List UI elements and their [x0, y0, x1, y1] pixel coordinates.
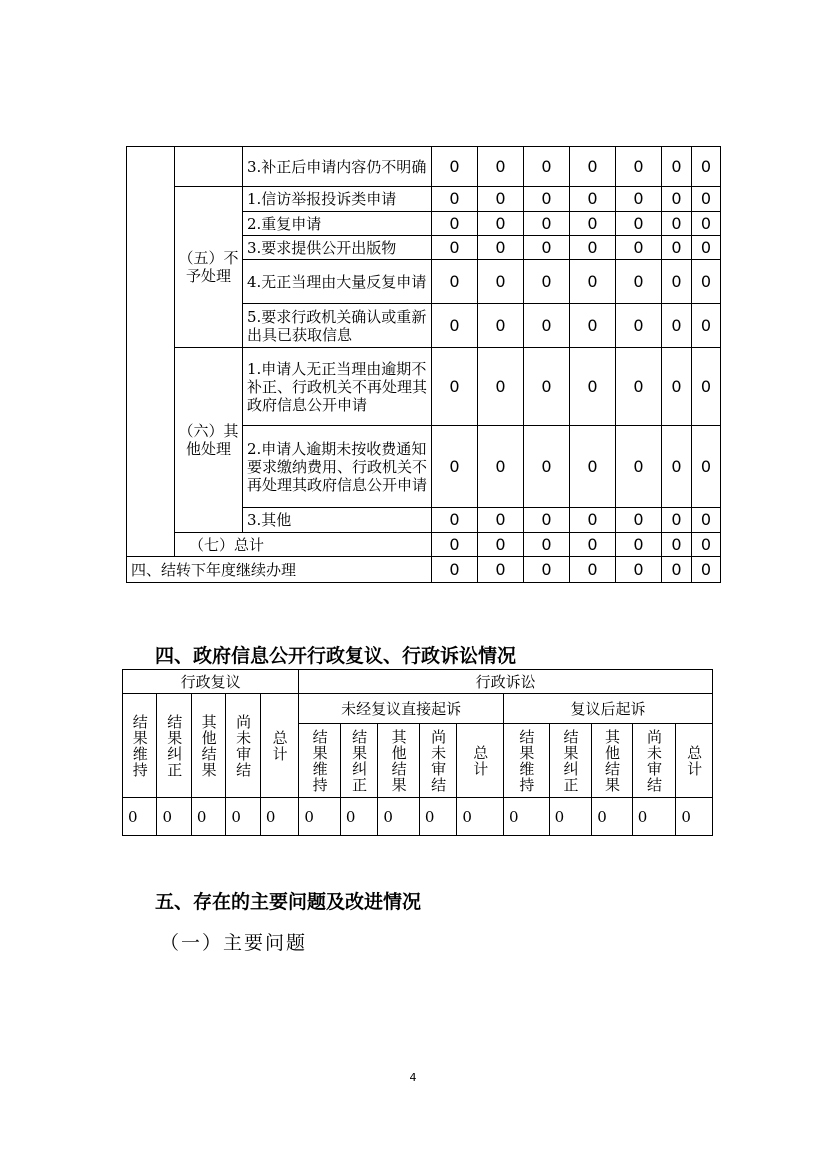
- value-cell: 0: [616, 147, 662, 187]
- after-value: 0: [504, 798, 550, 836]
- value-cell: 0: [662, 187, 692, 212]
- value-cell: 0: [692, 212, 721, 236]
- value-cell: 0: [662, 212, 692, 236]
- value-cell: 0: [570, 426, 616, 508]
- direct-col-header: 其他结果: [378, 724, 420, 798]
- value-cell: 0: [524, 533, 570, 557]
- value-cell: 0: [570, 187, 616, 212]
- after-col-header: 其他结果: [592, 724, 633, 798]
- row-item-label: 5.要求行政机关确认或重新出具已获取信息: [243, 304, 432, 348]
- value-cell: 0: [616, 236, 662, 260]
- value-cell: 0: [662, 533, 692, 557]
- value-cell: 0: [524, 187, 570, 212]
- value-cell: 0: [692, 557, 721, 583]
- value-cell: 0: [570, 557, 616, 583]
- value-cell: 0: [662, 260, 692, 304]
- direct-col-header: 尚未审结: [419, 724, 457, 798]
- direct-value: 0: [457, 798, 504, 836]
- review-col-header: 结果维持: [123, 694, 157, 798]
- value-cell: 0: [616, 557, 662, 583]
- value-cell: 0: [662, 557, 692, 583]
- value-cell: 0: [478, 147, 524, 187]
- value-cell: 0: [524, 508, 570, 533]
- section5-heading: 五、存在的主要问题及改进情况: [155, 891, 422, 913]
- review-col-header: 结果纠正: [157, 694, 191, 798]
- review-col-header: 总计: [260, 694, 299, 798]
- value-cell: 0: [432, 533, 478, 557]
- value-cell: 0: [570, 304, 616, 348]
- outer-category-cell: [127, 147, 175, 557]
- value-cell: 0: [524, 260, 570, 304]
- review-value: 0: [157, 798, 191, 836]
- value-cell: 0: [432, 260, 478, 304]
- value-cell: 0: [524, 147, 570, 187]
- carry-over-row-label: 四、结转下年度继续办理: [127, 557, 432, 583]
- review-value: 0: [123, 798, 157, 836]
- value-cell: 0: [524, 236, 570, 260]
- row-item-label: 2.申请人逾期未按收费通知要求缴纳费用、行政机关不再处理其政府信息公开申请: [243, 426, 432, 508]
- row-item-label: 2.重复申请: [243, 212, 432, 236]
- disposition-table: [126, 146, 721, 583]
- group-cell-blank: [175, 147, 243, 187]
- value-cell: 0: [692, 236, 721, 260]
- value-cell: 0: [616, 533, 662, 557]
- value-cell: 0: [432, 147, 478, 187]
- value-cell: 0: [432, 557, 478, 583]
- page-number: 4: [409, 1071, 417, 1084]
- value-cell: 0: [616, 348, 662, 426]
- direct-suit-header: 未经复议直接起诉: [299, 694, 504, 724]
- value-cell: 0: [478, 426, 524, 508]
- value-cell: 0: [570, 260, 616, 304]
- value-cell: 0: [432, 304, 478, 348]
- value-cell: 0: [692, 147, 721, 187]
- value-cell: 0: [616, 304, 662, 348]
- value-cell: 0: [616, 212, 662, 236]
- after-col-header: 结果纠正: [549, 724, 592, 798]
- value-cell: 0: [432, 426, 478, 508]
- value-cell: 0: [524, 426, 570, 508]
- after-col-header: 总计: [676, 724, 713, 798]
- value-cell: 0: [692, 304, 721, 348]
- total-row-label: （七）总计: [175, 533, 432, 557]
- value-cell: 0: [524, 348, 570, 426]
- direct-value: 0: [299, 798, 341, 836]
- value-cell: 0: [524, 304, 570, 348]
- value-cell: 0: [478, 260, 524, 304]
- after-value: 0: [592, 798, 633, 836]
- value-cell: 0: [432, 508, 478, 533]
- value-cell: 0: [692, 508, 721, 533]
- after-col-header: 结果维持: [504, 724, 550, 798]
- section4-heading: 四、政府信息公开行政复议、行政诉讼情况: [155, 645, 517, 667]
- value-cell: 0: [570, 236, 616, 260]
- review-col-header: 其他结果: [191, 694, 225, 798]
- value-cell: 0: [570, 508, 616, 533]
- row-item-label: 1.信访举报投诉类申请: [243, 187, 432, 212]
- value-cell: 0: [570, 348, 616, 426]
- direct-value: 0: [378, 798, 420, 836]
- value-cell: 0: [616, 508, 662, 533]
- review-value: 0: [226, 798, 260, 836]
- value-cell: 0: [478, 508, 524, 533]
- value-cell: 0: [432, 348, 478, 426]
- after-review-header: 复议后起诉: [504, 694, 713, 724]
- review-header: 行政复议: [123, 670, 299, 694]
- row-item-label: 3.补正后申请内容仍不明确: [243, 147, 432, 187]
- review-value: 0: [260, 798, 299, 836]
- review-litigation-table: [122, 669, 713, 836]
- value-cell: 0: [524, 557, 570, 583]
- group-label-no-process: （五）不予处理: [175, 187, 243, 348]
- value-cell: 0: [662, 508, 692, 533]
- value-cell: 0: [570, 212, 616, 236]
- value-cell: 0: [616, 426, 662, 508]
- value-cell: 0: [662, 348, 692, 426]
- value-cell: 0: [692, 426, 721, 508]
- row-item-label: 3.要求提供公开出版物: [243, 236, 432, 260]
- value-cell: 0: [662, 236, 692, 260]
- value-cell: 0: [478, 212, 524, 236]
- direct-col-header: 结果维持: [299, 724, 341, 798]
- value-cell: 0: [478, 557, 524, 583]
- row-item-label: 4.无正当理由大量反复申请: [243, 260, 432, 304]
- after-col-header: 尚未审结: [632, 724, 676, 798]
- value-cell: 0: [662, 304, 692, 348]
- after-value: 0: [676, 798, 713, 836]
- value-cell: 0: [432, 236, 478, 260]
- review-value: 0: [191, 798, 225, 836]
- value-cell: 0: [478, 304, 524, 348]
- review-col-header: 尚未审结: [226, 694, 260, 798]
- value-cell: 0: [432, 212, 478, 236]
- value-cell: 0: [524, 212, 570, 236]
- value-cell: 0: [692, 187, 721, 212]
- litigation-header: 行政诉讼: [299, 670, 713, 694]
- direct-col-header: 总计: [457, 724, 504, 798]
- after-value: 0: [549, 798, 592, 836]
- value-cell: 0: [478, 348, 524, 426]
- value-cell: 0: [692, 260, 721, 304]
- section5-sub-heading: （一）主要问题: [160, 932, 308, 954]
- value-cell: 0: [616, 187, 662, 212]
- value-cell: 0: [616, 260, 662, 304]
- value-cell: 0: [432, 187, 478, 212]
- value-cell: 0: [570, 147, 616, 187]
- row-item-label: 1.申请人无正当理由逾期不补正、行政机关不再处理其政府信息公开申请: [243, 348, 432, 426]
- after-value: 0: [632, 798, 676, 836]
- value-cell: 0: [478, 533, 524, 557]
- value-cell: 0: [662, 147, 692, 187]
- value-cell: 0: [662, 426, 692, 508]
- direct-col-header: 结果纠正: [340, 724, 378, 798]
- direct-value: 0: [419, 798, 457, 836]
- value-cell: 0: [478, 187, 524, 212]
- direct-value: 0: [340, 798, 378, 836]
- value-cell: 0: [570, 533, 616, 557]
- value-cell: 0: [692, 348, 721, 426]
- group-label-other-process: （六）其他处理: [175, 348, 243, 533]
- value-cell: 0: [478, 236, 524, 260]
- value-cell: 0: [692, 533, 721, 557]
- row-item-label: 3.其他: [243, 508, 432, 533]
